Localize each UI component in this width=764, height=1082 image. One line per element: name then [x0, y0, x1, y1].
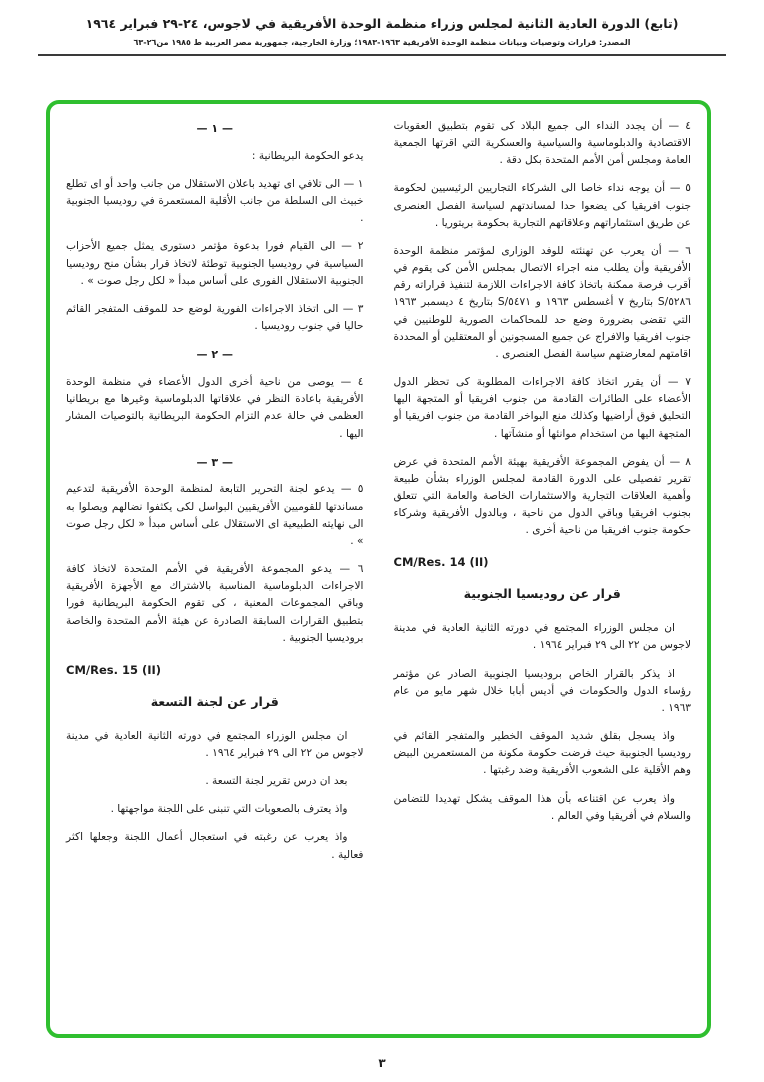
paragraph: ٤ — أن يجدد النداء الى جميع البلاد كى تقوم بتطبيق العقوبات الاقتصادية والدبلوماسية والسياسية والعسكرية التي اقرتها الجمعية العامة ومجلس أمن الأمم المتحدة بكل دقة .: [393, 120, 691, 167]
paragraph: ٦ — أن يعرب عن تهنئته للوفد الوزارى لمؤتمر منظمة الوحدة الأفريقية وأن يطلب منه اجراء الاتصال بمجلس الأمن كى يقوم في أقرب فرصة ممكنة باتخاذ كافة الاجراءات اللازمة لتنفيذ قراراته رقم ٥٢٨٦/S بتاريخ ٧ أغسطس ١٩٦٣ و ٥٤٧١/S بتاريخ ٤ ديسمبر ١٩٦٣ التي تقضى بضرورة وضع حد للمحاكمات الصورية للوطنيين في جنوب افريقيا والافراج عن جميع المسجونين أو المعتقلين أو المحددة اقامتهم لمعارضتهم سياسة الفصل العنصرى .: [393, 244, 691, 360]
list-item: ٣ — الى اتخاذ الاجراءات الفورية لوضع حد للموقف المتفجر القائم حاليا في جنوب روديسيا .: [66, 302, 364, 333]
header-divider-rule: [38, 54, 726, 56]
list-item: ٤ — يوصى من ناحية أخرى الدول الأعضاء في منظمة الوحدة الأفريقية باعادة النظر في علاقاتها الدبلوماسية وغيرها مع بريطانيا العظمى في حالة عدم التزام الحكومة البريطانية بالتوصيات المشار اليها .: [66, 376, 364, 440]
section-title: قرار عن لجنة التسعة: [150, 693, 279, 709]
list-item: ٥ — يدعو لجنة التحرير التابعة لمنظمة الوحدة الأفريقية لتدعيم مساندتها للقوميين الأفريقيين البواسل لكى يكثفوا نضالهم ويصلوا به الى نهايته الطبيعية اى الاستقلال على أساس مبدأ « لكل رجل صوت » .: [66, 483, 364, 547]
section-divider: — ٣ —: [196, 455, 233, 469]
section-divider: — ١ —: [196, 122, 233, 135]
paragraph: بعد ان درس تقرير لجنة التسعة .: [205, 775, 348, 788]
paragraph: واذ يسجل بقلق شديد الموقف الخطير والمتفجر القائم في روديسيا الجنوبية حيث فرضت حكومة مكونة من المستعمرين البيض وهم الأقلية على الشعوب الأفريقية وضد رغبتها .: [393, 730, 691, 777]
paragraph: اذ يذكر بالقرار الخاص بروديسيا الجنوبية الصادر عن مؤتمر رؤساء الدول والحكومات في أديس أبابا خلال شهر مايو من عام ١٩٦٣ .: [393, 667, 691, 714]
paragraph: واذ يعترف بالصعوبات التي تنبنى على اللجنة مواجهتها .: [110, 803, 348, 816]
section-title: قرار عن روديسيا الجنوبية: [463, 586, 621, 602]
page-header: [0, 0, 764, 56]
section-divider: — ٢ —: [196, 348, 233, 362]
paragraph: واذ يعرب عن رغبته في استعجال أعمال اللجنة وجعلها اكثر فعالية .: [66, 831, 364, 861]
paragraph: ان مجلس الوزراء المجتمع في دورته الثانية العادية في مدينة لاجوس من ٢٢ الى ٢٩ فبراير ١٩٦٤ .: [393, 622, 691, 652]
paragraph: ان مجلس الوزراء المجتمع في دورته الثانية العادية في مدينة لاجوس من ٢٢ الى ٢٩ فبراير ١٩٦٤ .: [66, 729, 364, 759]
document-title: (تابع) الدورة العادية الثانية لمجلس وزراء منظمة الوحدة الأفريقية في لاجوس، ٢٤-٢٩ فبراير ١٩٦٤: [85, 16, 679, 31]
list-item: ٦ — يدعو المجموعة الأفريقية في الأمم المتحدة لاتخاذ كافة الاجراءات الدبلوماسية المناسبة بالاشتراك مع الأجهزة الأفريقية وباقي المجموعات المعنية ، كى تقوم الحكومة البريطانية فورا بتطبيق القرارات السابقة الصادرة عن هيئة الأمم المتحدة والخاصة بروديسيا الجنوبية .: [66, 563, 364, 644]
paragraph: يدعو الحكومة البريطانية :: [251, 149, 364, 162]
resolution-ref: CM/Res. 15 (II): [66, 662, 162, 677]
resolution-ref: CM/Res. 14 (II): [393, 555, 489, 570]
list-item: ٢ — الى القيام فورا بدعوة مؤتمر دستورى يمثل جميع الأحزاب السياسية في روديسيا الجنوبية توطئة لاتخاذ قرار بشأن منح روديسيا الجنوبية الاستقلال الفورى على أساس مبدأ « لكل رجل صوت » .: [66, 240, 364, 287]
paragraph: ٨ — أن يفوض المجموعة الأفريقية بهيئة الأمم المتحدة في عرض تقرير تفصيلى على الدورة القادمة لمجلس الوزراء بشأن طبيعة وأهمية العلاقات التجارية والاستثمارات الخاصة والعامة التي تتعلق بجنوب افريقيا وباقي الدول من ناحية ، وبالدول الأفريقية وشركاء حكومة جنوب افريقيا من ناحية أخرى .: [393, 455, 691, 537]
page-number: ٣: [378, 1056, 386, 1070]
paragraph: واذ يعرب عن اقتناعه بأن هذا الموقف يشكل تهديدا للتضامن والسلام في أفريقيا وفي العالم .: [393, 792, 691, 822]
paragraph: ٧ — أن يقرر اتخاذ كافة الاجراءات المطلوبة كى تحظر الدول الأعضاء على الطائرات القادمة من جنوب افريقيا أو المتجهة اليها التحليق فوق أراضيها وكذلك منع البواخر القادمة من جنوب افريقيا أو المتجهة اليها من استخدام موانئها أو منشآتها .: [393, 376, 691, 440]
document-source-line: المصدر: قرارات وتوصيات وبيانات منظمة الوحدة الأفريقية ١٩٦٣-١٩٨٣؛ وزارة الخارجية، جمهورية مصر العربية ط ١٩٨٥ من٢٦-٦٣: [133, 38, 631, 47]
paragraph: ٥ — أن يوجه نداء خاصا الى الشركاء التجاريين الرئيسيين لحكومة جنوب افريقيا كى يضعوا حدا لمساندتهم لسياسة الفصل العنصرى عن طريق استثماراتهم وعلاقاتهم التجارية بحكومة بريتوريا .: [393, 182, 691, 229]
list-item: ١ — الى تلافي اى تهديد باعلان الاستقلال من جانب واحد أو اى تطلع خبيث الى السلطة من جانب الأقلية المستعمرة في روديسيا الجنوبية .: [66, 177, 364, 225]
right-column: [394, 118, 692, 1024]
green-frame: [46, 100, 711, 1038]
left-column: [66, 118, 364, 1024]
